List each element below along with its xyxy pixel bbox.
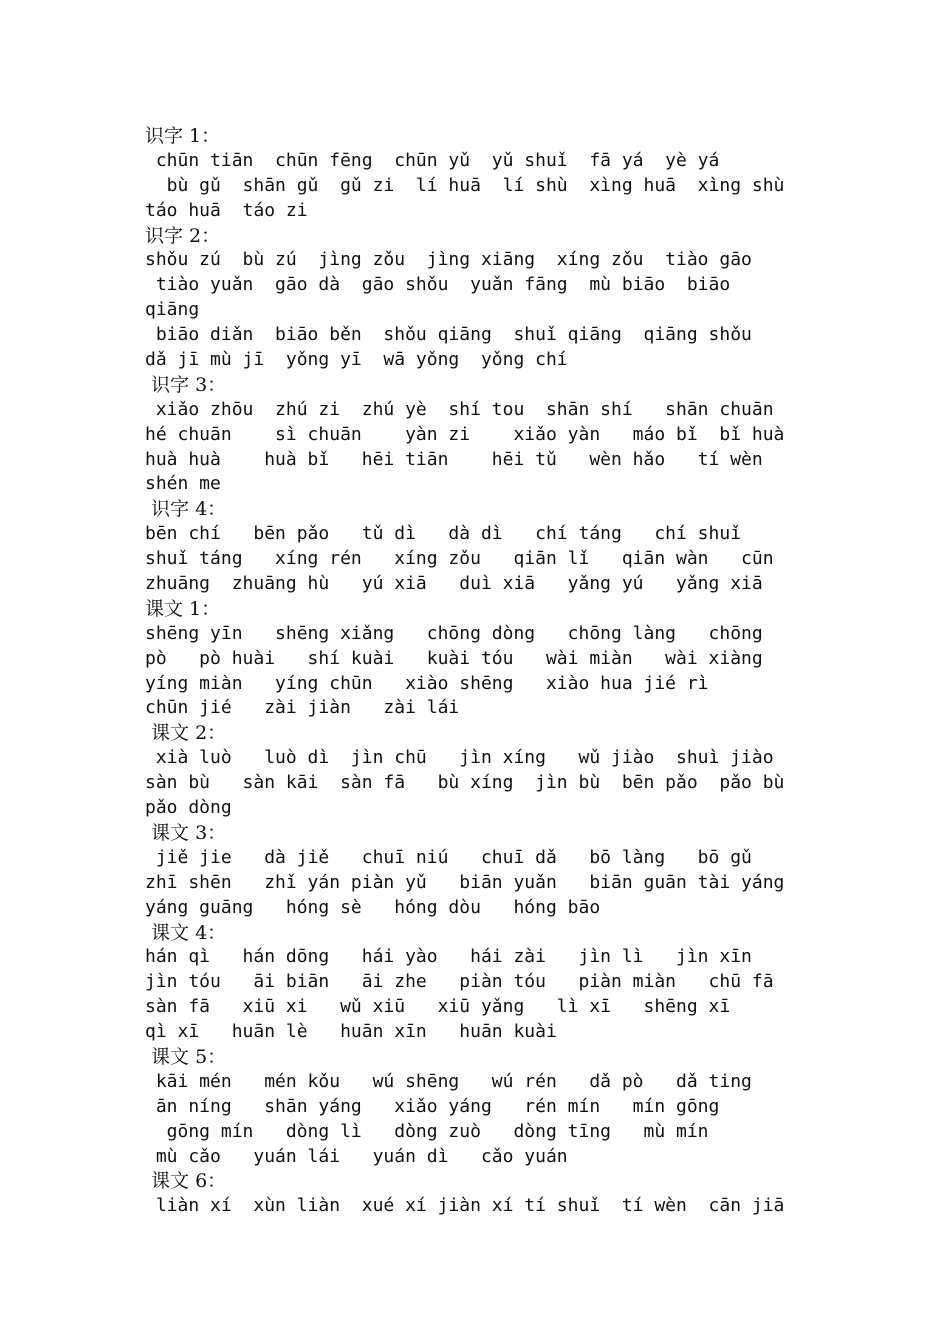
pinyin-line: hán qì hán dōng hái yào hái zài jìn lì jìn xīn: [145, 946, 752, 968]
pinyin-line: mù cǎo yuán lái yuán dì cǎo yuán: [145, 1145, 568, 1167]
pinyin-line: bù gǔ shān gǔ gǔ zi lí huā lí shù xìng huā xìng shù: [145, 174, 785, 196]
section-heading: 课文 3：: [145, 821, 227, 844]
pinyin-line: tiào yuǎn gāo dà gāo shǒu yuǎn fāng mù biāo biāo: [145, 274, 731, 296]
pinyin-line: dǎ jī mù jī yǒng yī wā yǒng yǒng chí: [145, 349, 568, 371]
pinyin-line: shuǐ táng xíng rén xíng zǒu qiān lǐ qiān wàn cūn: [145, 548, 774, 570]
pinyin-line: qiāng: [145, 299, 200, 321]
pinyin-line: qì xī huān lè huān xīn huān kuài: [145, 1021, 557, 1043]
pinyin-line: kāi mén mén kǒu wú shēng wú rén dǎ pò dǎ ting: [145, 1070, 752, 1092]
pinyin-line: táo huā táo zi: [145, 199, 308, 221]
pinyin-line: shǒu zú bù zú jìng zǒu jìng xiāng xíng zǒu tiào gāo: [145, 249, 752, 271]
pinyin-line: biāo diǎn biāo běn shǒu qiāng shuǐ qiāng qiāng shǒu: [145, 324, 752, 346]
section-heading: 识字 3：: [145, 373, 227, 396]
pinyin-line: yíng miàn yíng chūn xiào shēng xiào hua jié rì: [145, 672, 709, 694]
pinyin-line: jìn tóu āi biān āi zhe piàn tóu piàn miàn chū fā: [145, 971, 774, 993]
pinyin-document: [145, 124, 825, 1219]
section-heading: 识字 4：: [145, 498, 227, 521]
pinyin-line: gōng mín dòng lì dòng zuò dòng tīng mù mín: [145, 1120, 709, 1142]
pinyin-line: jiě jie dà jiě chuī niú chuī dǎ bō làng bō gǔ: [145, 846, 752, 868]
pinyin-line: ān níng shān yáng xiǎo yáng rén mín mín gōng: [145, 1095, 720, 1117]
section-heading: 识字 1：: [145, 125, 221, 147]
pinyin-line: chūn jié zài jiàn zài lái: [145, 697, 460, 719]
pinyin-line: xià luò luò dì jìn chū jìn xíng wǔ jiào shuì jiào: [145, 747, 774, 769]
pinyin-line: sàn fā xiū xi wǔ xiū xiū yǎng lì xī shēng xī: [145, 996, 731, 1018]
pinyin-line: hé chuān sì chuān yàn zi xiǎo yàn máo bǐ bǐ huà: [145, 423, 785, 445]
pinyin-line: zhī shēn zhǐ yán piàn yǔ biān yuǎn biān guān tài yáng: [145, 871, 785, 893]
pinyin-line: xiǎo zhōu zhú zi zhú yè shí tou shān shí shān chuān: [145, 398, 774, 420]
pinyin-line: pò pò huài shí kuài kuài tóu wài miàn wài xiàng: [145, 647, 763, 669]
section-heading: 课文 6：: [145, 1170, 227, 1193]
pinyin-line: yáng guāng hóng sè hóng dòu hóng bāo: [145, 896, 601, 918]
pinyin-line: pǎo dòng: [145, 797, 232, 819]
pinyin-line: zhuāng zhuāng hù yú xiā duì xiā yǎng yú yǎng xiā: [145, 573, 763, 595]
section-heading: 课文 5：: [145, 1045, 227, 1068]
pinyin-line: shēng yīn shēng xiǎng chōng dòng chōng làng chōng: [145, 622, 763, 644]
pinyin-line: chūn tiān chūn fēng chūn yǔ yǔ shuǐ fā yá yè yá: [145, 149, 720, 171]
pinyin-line: bēn chí bēn pǎo tǔ dì dà dì chí táng chí shuǐ: [145, 523, 742, 545]
pinyin-line: liàn xí xùn liàn xué xí jiàn xí tí shuǐ tí wèn cān jiā: [145, 1195, 785, 1217]
section-heading: 课文 2：: [145, 722, 227, 745]
pinyin-line: sàn bù sàn kāi sàn fā bù xíng jìn bù bēn pǎo pǎo bù: [145, 772, 785, 794]
section-heading: 课文 4：: [145, 921, 227, 944]
section-heading: 识字 2：: [145, 224, 221, 247]
pinyin-line: huà huà huà bǐ hēi tiān hēi tǔ wèn hǎo tí wèn: [145, 448, 763, 470]
section-heading: 课文 1：: [145, 597, 221, 620]
pinyin-line: shén me: [145, 473, 221, 495]
